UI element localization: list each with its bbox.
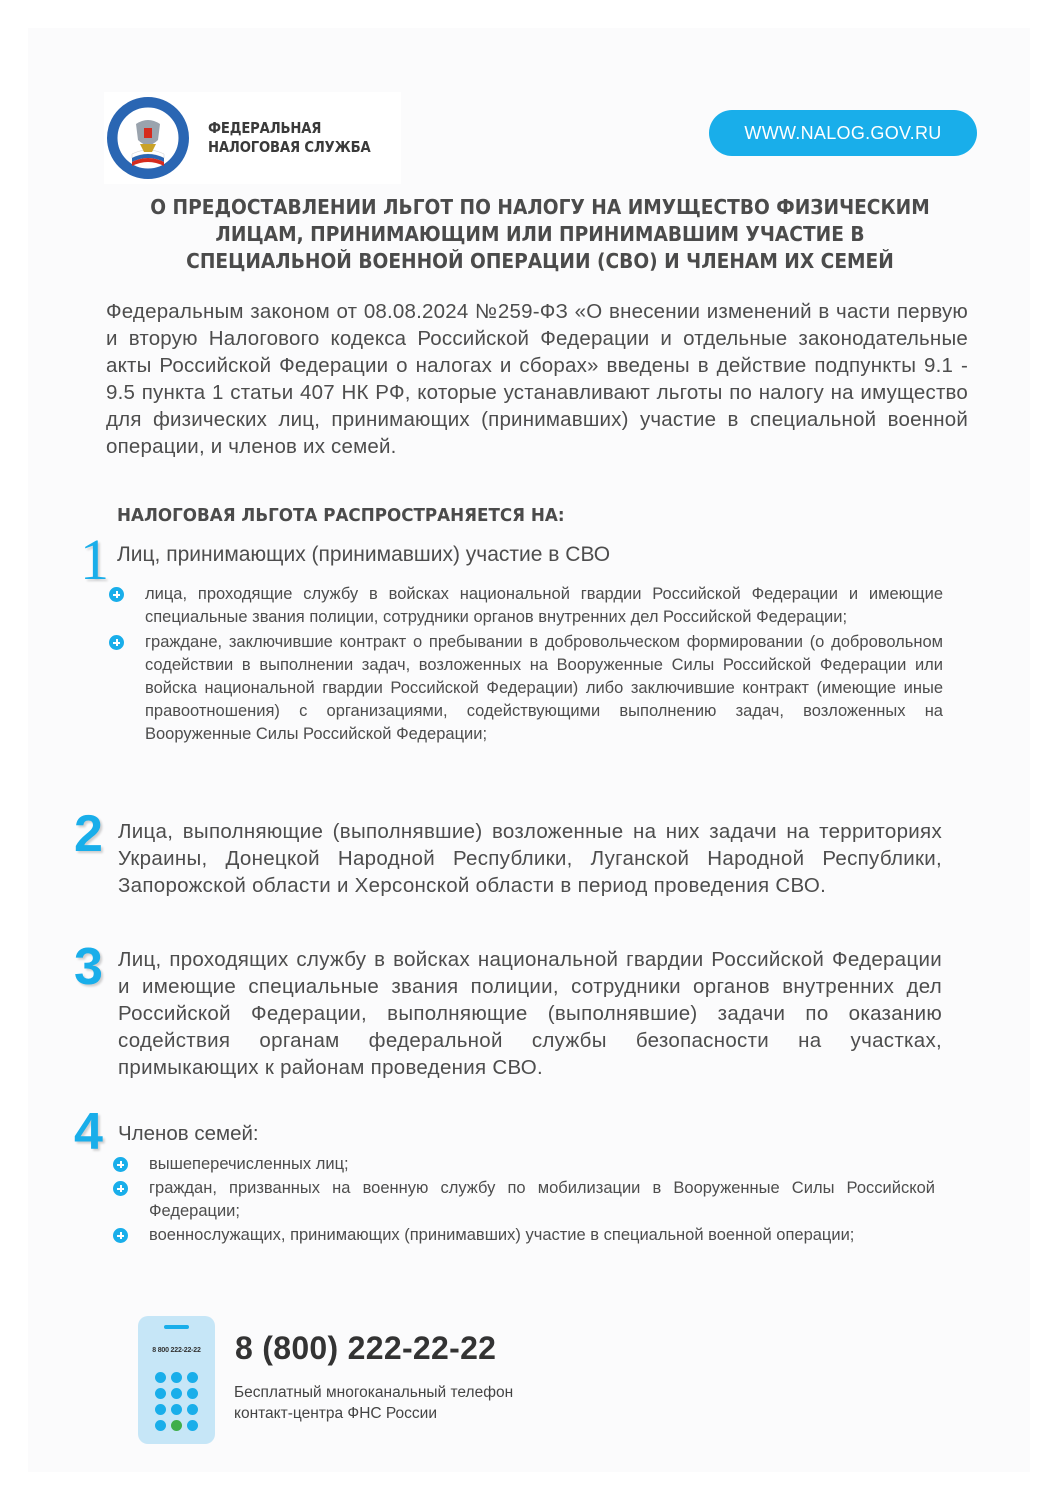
org-name [208, 119, 371, 157]
item-4-bullet-list [113, 1153, 935, 1248]
item-number-4: 4 [74, 1103, 103, 1161]
bullet-text: граждане, заключившие контракт о пребывании в добровольческом формировании (о добровольном содействии в выполнении задач, возложенных на Вооруженные Силы Российской Федерации или войска национальной гвардии Российской Федерации) либо заключившие контракт (имеющие иные правоотношения) с организациями, содействующими выполнению задач, возложенных на Вооруженные Силы Российской Федерации; [145, 633, 943, 743]
item-number-2: 2 [74, 805, 103, 863]
fns-logo [104, 92, 401, 184]
org-name-line2: НАЛОГОВАЯ СЛУЖБА [208, 138, 371, 156]
plus-bullet-icon [113, 1181, 128, 1196]
bullet-text: вышеперечисленных лиц; [149, 1155, 349, 1173]
bullet-text: лица, проходящие службу в войсках национальной гвардии Российской Федерации и имеющие специальные звания полиции, сотрудники органов внутренних дел Российской Федерации; [145, 585, 943, 626]
hotline-description [234, 1382, 513, 1424]
title-line1: О ПРЕДОСТАВЛЕНИИ ЛЬГОТ ПО НАЛОГУ НА ИМУЩЕСТВО ФИЗИЧЕСКИМ [150, 195, 930, 219]
item-1-bullet-list [109, 583, 943, 748]
list-item [109, 583, 943, 629]
hotline-desc-line1: Бесплатный многоканальный телефон [234, 1384, 514, 1401]
list-item [109, 631, 943, 746]
phone-icon [138, 1316, 215, 1444]
page-title [131, 194, 949, 275]
plus-bullet-icon [113, 1228, 128, 1243]
org-name-line1: ФЕДЕРАЛЬНАЯ [208, 119, 322, 137]
item-number-1: 1 [80, 527, 109, 592]
list-item [113, 1153, 935, 1176]
hotline-desc-line2: контакт-центра ФНС России [234, 1405, 437, 1422]
item-heading-2: Лица, выполняющие (выполнявшие) возложенные на них задачи на территориях Украины, Донецкой Народной Республики, Луганской Народной Республики, Запорожской области и Херсонской области в период проведения СВО. [118, 820, 942, 897]
phone-speaker [164, 1325, 189, 1329]
fns-emblem-icon [106, 96, 190, 180]
item-heading-3: Лиц, проходящих службу в войсках национальной гвардии Российской Федерации и имеющие специальные звания полиции, сотрудники органов внутренних дел Российской Федерации, выполняющие (выполнявшие) задачи по оказанию содействия органам федеральной службы безопасности на участках, примыкающих к районам проведения СВО. [118, 948, 942, 1079]
benefit-subheading: НАЛОГОВАЯ ЛЬГОТА РАСПРОСТРАНЯЕТСЯ НА: [117, 505, 565, 526]
item-number-3: 3 [74, 938, 103, 996]
title-line3: СПЕЦИАЛЬНОЙ ВОЕННОЙ ОПЕРАЦИИ (СВО) И ЧЛЕНАМ ИХ СЕМЕЙ [186, 249, 894, 273]
bullet-text: граждан, призванных на военную службу по мобилизации в Вооруженные Силы Российской Федерации; [149, 1179, 935, 1220]
keypad-icon [155, 1372, 198, 1431]
bullet-text: военнослужащих, принимающих (принимавших) участие в специальной военной операции; [149, 1226, 855, 1244]
item-heading-1: Лиц, принимающих (принимавших) участие в СВО [117, 543, 611, 566]
plus-bullet-icon [109, 587, 124, 602]
item-heading-4: Членов семей: [118, 1122, 259, 1145]
list-item [113, 1177, 935, 1223]
hotline-phone-link[interactable]: 8 (800) 222-22-22 [235, 1330, 497, 1366]
website-link[interactable]: WWW.NALOG.GOV.RU [709, 110, 977, 156]
phone-screen-number: 8 800 222-22-22 [152, 1347, 201, 1354]
list-item [113, 1224, 935, 1247]
title-line2: ЛИЦАМ, ПРИНИМАЮЩИМ ИЛИ ПРИНИМАВШИМ УЧАСТИЕ В [215, 222, 865, 246]
plus-bullet-icon [113, 1157, 128, 1172]
intro-paragraph: Федеральным законом от 08.08.2024 №259-ФЗ «О внесении изменений в части первую и вторую Налогового кодекса Российской Федерации и отдельные законодательные акты Российской Федерации о налогах и сборах» введены в действие подпункты 9.1 - 9.5 пункта 1 статьи 407 НК РФ, которые устанавливают льготы по налогу на имущество для физических лиц, принимающих (принимавших) участие в специальной военной операции, и членов их семей. [106, 300, 968, 458]
plus-bullet-icon [109, 635, 124, 650]
